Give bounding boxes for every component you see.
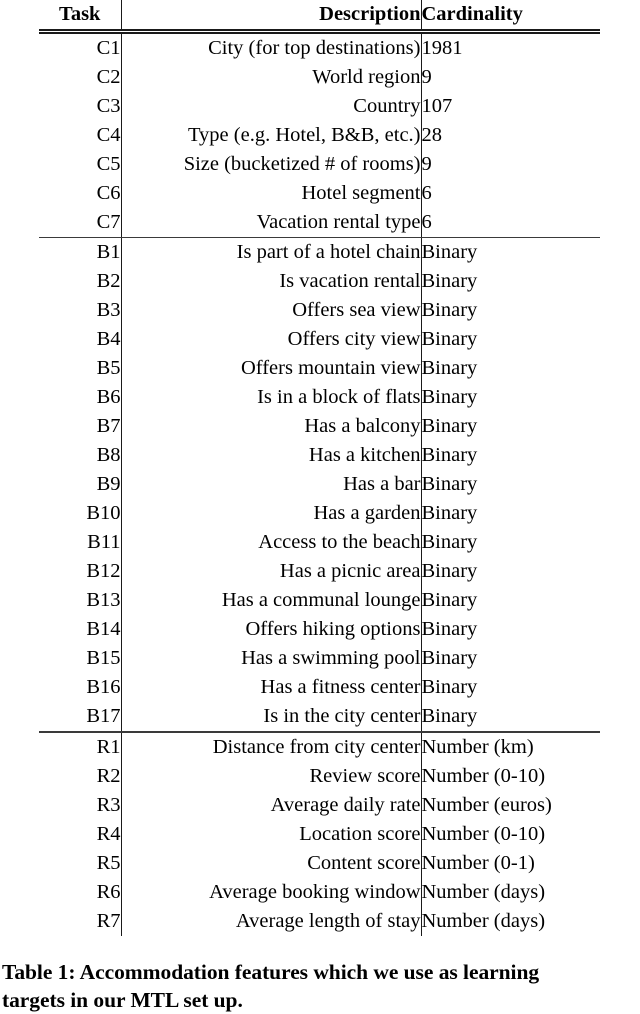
table-row bbox=[39, 412, 600, 441]
table-row bbox=[39, 470, 600, 499]
table-row bbox=[39, 791, 600, 820]
cell-task: C2 bbox=[39, 63, 121, 92]
cell-task: B15 bbox=[39, 644, 121, 673]
cell-task: C1 bbox=[39, 34, 121, 63]
cell-task: B4 bbox=[39, 325, 121, 354]
column-header-task: Task bbox=[39, 0, 121, 29]
cell-task: R7 bbox=[39, 907, 121, 936]
table-row bbox=[39, 238, 600, 267]
cell-cardinality: Binary bbox=[421, 299, 478, 322]
table-row bbox=[39, 586, 600, 615]
cell-cardinality: Binary bbox=[421, 415, 478, 438]
cell-cardinality: Binary bbox=[421, 618, 478, 641]
section-single-rule bbox=[39, 237, 600, 238]
cell-description: Country bbox=[121, 92, 421, 121]
cell-cardinality: Binary bbox=[421, 241, 478, 264]
cell-task: B14 bbox=[39, 615, 121, 644]
table-row bbox=[39, 179, 600, 208]
table-body bbox=[39, 34, 600, 936]
cell-cardinality: Binary bbox=[421, 328, 478, 351]
table-row bbox=[39, 296, 600, 325]
cell-description: Offers sea view bbox=[121, 296, 421, 325]
table-row bbox=[39, 615, 600, 644]
cell-task: B13 bbox=[39, 586, 121, 615]
cell-task: R4 bbox=[39, 820, 121, 849]
cell-task: R1 bbox=[39, 733, 121, 762]
cell-cardinality: Binary bbox=[421, 705, 478, 728]
cell-cardinality: Binary bbox=[421, 589, 478, 612]
cell-cardinality: 9 bbox=[421, 66, 432, 88]
cell-description: Size (bucketized # of rooms) bbox=[121, 150, 421, 179]
cell-cardinality: Binary bbox=[421, 270, 478, 293]
cell-cardinality: 6 bbox=[421, 182, 432, 204]
column-header-description: Description bbox=[121, 0, 421, 29]
cell-task: C4 bbox=[39, 121, 121, 150]
cell-description: Type (e.g. Hotel, B&B, etc.) bbox=[121, 121, 421, 150]
cell-description: City (for top destinations) bbox=[121, 34, 421, 63]
table-row bbox=[39, 878, 600, 907]
cell-description: Is in a block of flats bbox=[121, 383, 421, 412]
cell-description: Has a picnic area bbox=[121, 557, 421, 586]
cell-cardinality: Binary bbox=[421, 502, 478, 525]
cell-cardinality: Binary bbox=[421, 647, 478, 670]
table-row bbox=[39, 673, 600, 702]
cell-task: C5 bbox=[39, 150, 121, 179]
cell-description: Offers hiking options bbox=[121, 615, 421, 644]
cell-task: B1 bbox=[39, 238, 121, 267]
section-rule-row bbox=[39, 237, 600, 238]
caption-line-2: targets in our MTL set up. bbox=[2, 988, 243, 1012]
cell-task: C7 bbox=[39, 208, 121, 237]
cell-task: B17 bbox=[39, 702, 121, 731]
cell-task: R3 bbox=[39, 791, 121, 820]
cell-description: Is in the city center bbox=[121, 702, 421, 731]
cell-cardinality: Binary bbox=[421, 357, 478, 380]
table-row bbox=[39, 702, 600, 731]
accommodation-features-table bbox=[39, 0, 600, 936]
cell-description: Average length of stay bbox=[121, 907, 421, 936]
cell-description: Has a fitness center bbox=[121, 673, 421, 702]
cell-task: B11 bbox=[39, 528, 121, 557]
table-row bbox=[39, 528, 600, 557]
cell-description: Has a communal lounge bbox=[121, 586, 421, 615]
cell-cardinality: Number (days) bbox=[421, 909, 546, 932]
cell-task: R5 bbox=[39, 849, 121, 878]
table-row bbox=[39, 557, 600, 586]
cell-cardinality: Binary bbox=[421, 560, 478, 583]
table-row bbox=[39, 499, 600, 528]
table-row bbox=[39, 121, 600, 150]
table-row bbox=[39, 150, 600, 179]
cell-description: Average daily rate bbox=[121, 791, 421, 820]
cell-description: Is part of a hotel chain bbox=[121, 238, 421, 267]
cell-description: Is vacation rental bbox=[121, 267, 421, 296]
cell-task: B9 bbox=[39, 470, 121, 499]
cell-description: Offers city view bbox=[121, 325, 421, 354]
cell-task: B10 bbox=[39, 499, 121, 528]
cell-description: Has a bar bbox=[121, 470, 421, 499]
cell-description: Vacation rental type bbox=[121, 208, 421, 237]
table-row bbox=[39, 325, 600, 354]
cell-task: C6 bbox=[39, 179, 121, 208]
section-single-rule bbox=[39, 731, 600, 732]
cell-description: Location score bbox=[121, 820, 421, 849]
cell-task: B5 bbox=[39, 354, 121, 383]
cell-task: B7 bbox=[39, 412, 121, 441]
table-row bbox=[39, 267, 600, 296]
column-header-cardinality: Cardinality bbox=[421, 3, 523, 25]
table-row bbox=[39, 907, 600, 936]
cell-task: B12 bbox=[39, 557, 121, 586]
cell-cardinality: Binary bbox=[421, 473, 478, 496]
cell-cardinality: Number (km) bbox=[421, 735, 534, 758]
cell-cardinality: Number (days) bbox=[421, 880, 546, 903]
cell-description: Has a kitchen bbox=[121, 441, 421, 470]
cell-task: R2 bbox=[39, 762, 121, 791]
cell-cardinality: Number (0-1) bbox=[421, 851, 535, 874]
cell-cardinality: 9 bbox=[421, 153, 432, 175]
table-row bbox=[39, 644, 600, 673]
table-row bbox=[39, 208, 600, 237]
cell-cardinality: Binary bbox=[421, 444, 478, 467]
table-row bbox=[39, 762, 600, 791]
table-row bbox=[39, 354, 600, 383]
cell-cardinality: Binary bbox=[421, 386, 478, 409]
table-row bbox=[39, 63, 600, 92]
cell-description: Average booking window bbox=[121, 878, 421, 907]
table-row bbox=[39, 92, 600, 121]
table-header bbox=[39, 0, 600, 34]
cell-cardinality: 6 bbox=[421, 211, 432, 233]
cell-cardinality: Binary bbox=[421, 676, 478, 699]
cell-description: Has a balcony bbox=[121, 412, 421, 441]
cell-cardinality: 1981 bbox=[421, 37, 463, 59]
header-double-rule bbox=[39, 29, 600, 34]
cell-task: R6 bbox=[39, 878, 121, 907]
cell-task: B8 bbox=[39, 441, 121, 470]
caption-line-1: Table 1: Accommodation features which we use as learning bbox=[2, 960, 540, 984]
cell-description: Distance from city center bbox=[121, 733, 421, 762]
table-row bbox=[39, 383, 600, 412]
cell-description: Offers mountain view bbox=[121, 354, 421, 383]
cell-cardinality: Binary bbox=[421, 531, 478, 554]
cell-description: Has a garden bbox=[121, 499, 421, 528]
cell-task: B3 bbox=[39, 296, 121, 325]
table-row bbox=[39, 849, 600, 878]
table-row bbox=[39, 34, 600, 63]
table-row bbox=[39, 441, 600, 470]
cell-cardinality: 28 bbox=[421, 124, 442, 146]
cell-description: Access to the beach bbox=[121, 528, 421, 557]
cell-task: C3 bbox=[39, 92, 121, 121]
cell-task: B6 bbox=[39, 383, 121, 412]
cell-cardinality: Number (0-10) bbox=[421, 822, 546, 845]
cell-description: Content score bbox=[121, 849, 421, 878]
cell-description: Hotel segment bbox=[121, 179, 421, 208]
section-rule-row bbox=[39, 731, 600, 732]
cell-cardinality: Number (0-10) bbox=[421, 764, 546, 787]
table-row bbox=[39, 820, 600, 849]
cell-task: B2 bbox=[39, 267, 121, 296]
cell-task: B16 bbox=[39, 673, 121, 702]
cell-cardinality: Number (euros) bbox=[421, 793, 552, 816]
header-rule-row bbox=[39, 29, 600, 34]
table-row bbox=[39, 733, 600, 762]
table-caption bbox=[2, 958, 640, 1014]
cell-description: Has a swimming pool bbox=[121, 644, 421, 673]
cell-cardinality: 107 bbox=[421, 95, 453, 117]
cell-description: World region bbox=[121, 63, 421, 92]
cell-description: Review score bbox=[121, 762, 421, 791]
table-header-row bbox=[39, 0, 600, 29]
